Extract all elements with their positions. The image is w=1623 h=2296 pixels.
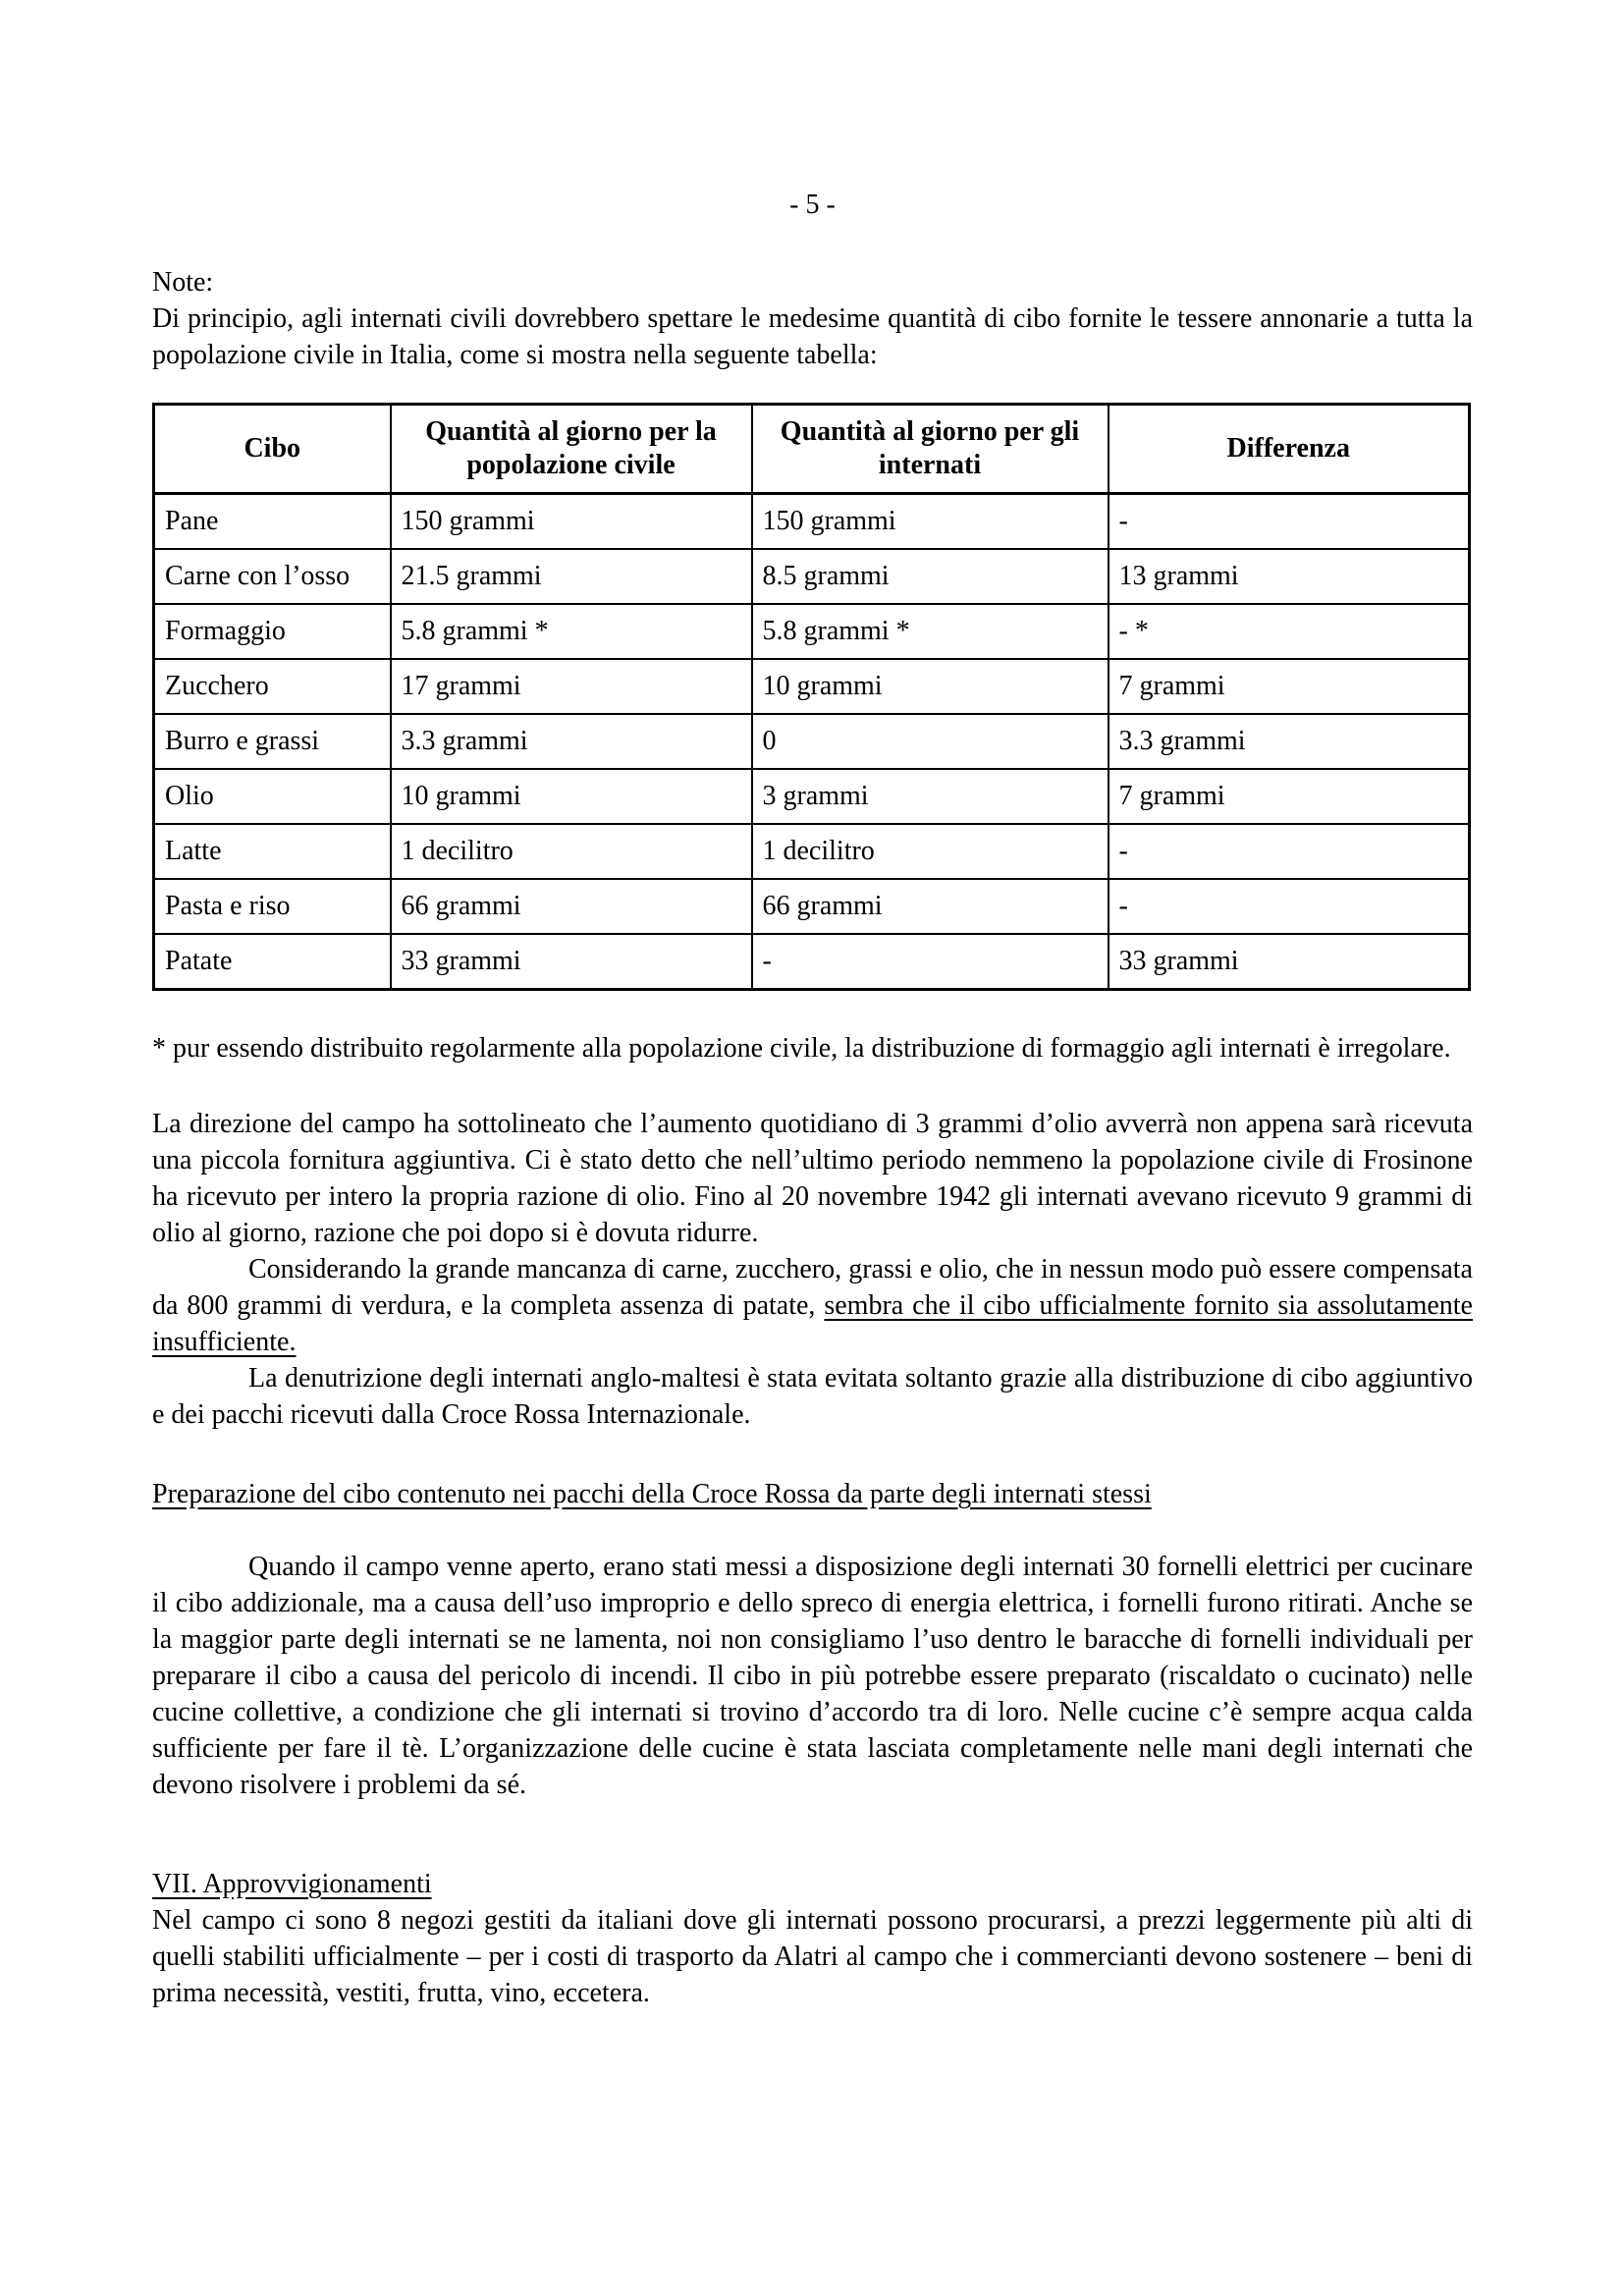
ration-table (152, 403, 1471, 991)
intro-paragraph: Di principio, agli internati civili dovrebbero spettare le medesime quantità di cibo fornite le tessere annonarie a tutta la popolazione civile in Italia, come si mostra nella seguente tabella: (152, 303, 1473, 370)
table-cell: Formaggio (154, 604, 391, 659)
paragraph-preparazione-body: Quando il campo venne aperto, erano stati messi a disposizione degli internati 30 fornelli elettrici per cucinare il cibo addizionale, ma a causa dell’uso improprio e dello spreco di energia elettrica, i fornelli furono ritirati. Anche se la maggior parte degli internati se ne lamenta, noi non consigliamo l’uso dentro le baracche di fornelli individuali per preparare il cibo a causa del pericolo di incendi. Il cibo in più potrebbe essere preparato (riscaldato o cucinato) nelle cucine collettive, a condizione che gli internati si trovino d’accordo tra di loro. Nelle cucine c’è sempre acqua calda sufficiente per fare il tè. L’organizzazione delle cucine è stata lasciata completamente nelle mani degli internati che devono risolvere i problemi da sé. (152, 1552, 1473, 1800)
table-cell: 66 grammi (752, 879, 1109, 934)
table-cell: Zucchero (154, 659, 391, 714)
table-cell: 1 decilitro (391, 824, 752, 879)
table-cell: 0 (752, 714, 1109, 769)
table-footnote: * pur essendo distribuito regolarmente alla popolazione civile, la distribuzione di formaggio agli internati è irregolare. (152, 1033, 1451, 1064)
table-cell: Carne con l’osso (154, 549, 391, 604)
table-row-latte (154, 824, 1470, 879)
section-heading-preparazione (152, 1476, 1473, 1512)
table-cell: 3 grammi (752, 769, 1109, 824)
table-row-olio (154, 769, 1470, 824)
table-cell: Pane (154, 494, 391, 550)
considerando-text: Considerando la grande mancanza di carne, zucchero, grassi e olio, che in nessun modo può essere compensata da 800 grammi di verdura, e la completa assenza di patate, (152, 1254, 1473, 1321)
table-cell: Olio (154, 769, 391, 824)
header-cibo: Cibo (154, 405, 391, 494)
table-cell: 33 grammi (1109, 934, 1470, 990)
table-cell: - (1109, 824, 1470, 879)
paragraph-direzione: La direzione del campo ha sottolineato che l’aumento quotidiano di 3 grammi d’olio avverrà non appena sarà ricevuta una piccola fornitura aggiuntiva. Ci è stato detto che nell’ultimo periodo nemmeno la popolazione civile di Frosinone ha ricevuto per intero la propria razione di olio. Fino al 20 novembre 1942 gli internati avevano ricevuto 9 grammi di olio al giorno, razione che poi dopo si è dovuta ridurre. (152, 1109, 1473, 1248)
table-cell: 33 grammi (391, 934, 752, 990)
considerando-underlined-text: sembra che il cibo ufficialmente fornito sia assolutamente insufficiente. (152, 1290, 1473, 1357)
table-cell: 1 decilitro (752, 824, 1109, 879)
header-quantita-popolazione: Quantità al giorno per la popolazione civile (391, 405, 752, 494)
table-cell: 17 grammi (391, 659, 752, 714)
table-row-zucchero (154, 659, 1470, 714)
table-cell: Burro e grassi (154, 714, 391, 769)
table-cell: Patate (154, 934, 391, 990)
table-row-carne (154, 549, 1470, 604)
table-cell: 8.5 grammi (752, 549, 1109, 604)
paragraph-denutrizione: La denutrizione degli internati anglo-maltesi è stata evitata soltanto grazie alla distribuzione di cibo aggiuntivo e dei pacchi ricevuti dalla Croce Rossa Internazionale. (152, 1363, 1473, 1430)
table-row-pane (154, 494, 1470, 550)
table-cell: 150 grammi (752, 494, 1109, 550)
table-cell: 3.3 grammi (1109, 714, 1470, 769)
table-cell: Latte (154, 824, 391, 879)
table-cell: 10 grammi (752, 659, 1109, 714)
table-cell: - * (1109, 604, 1470, 659)
table-cell: 7 grammi (1109, 769, 1470, 824)
table-header-row (154, 405, 1470, 494)
page-content (152, 187, 1473, 2011)
table-cell: 21.5 grammi (391, 549, 752, 604)
table-row-patate (154, 934, 1470, 990)
table-cell: 5.8 grammi * (752, 604, 1109, 659)
section-heading-approvvigionamenti (152, 1866, 1473, 1902)
table-row-formaggio (154, 604, 1470, 659)
paragraph-approvvigionamenti-body: Nel campo ci sono 8 negozi gestiti da italiani dove gli internati possono procurarsi, a prezzi leggermente più alti di quelli stabiliti ufficialmente – per i costi di trasporto da Alatri al campo che i commercianti devono sostenere – beni di prima necessità, vestiti, frutta, vino, eccetera. (152, 1905, 1473, 2008)
table-cell: 150 grammi (391, 494, 752, 550)
heading-preparazione-text: Preparazione del cibo contenuto nei pacchi della Croce Rossa da parte degli internati stessi (152, 1479, 1152, 1509)
page-number: - 5 - (789, 190, 836, 220)
table-cell: - (1109, 879, 1470, 934)
table-cell: - (752, 934, 1109, 990)
heading-approvvigionamenti-text: VII. Approvvigionamenti (152, 1869, 432, 1899)
table-cell: 5.8 grammi * (391, 604, 752, 659)
table-cell: Pasta e riso (154, 879, 391, 934)
header-quantita-internati: Quantità al giorno per gli internati (752, 405, 1109, 494)
paragraph-considerando (152, 1251, 1473, 1360)
table-cell: - (1109, 494, 1470, 550)
table-cell: 10 grammi (391, 769, 752, 824)
table-cell: 7 grammi (1109, 659, 1470, 714)
note-label: Note: (152, 267, 214, 298)
table-cell: 3.3 grammi (391, 714, 752, 769)
table-cell: 13 grammi (1109, 549, 1470, 604)
header-differenza: Differenza (1109, 405, 1470, 494)
table-row-pasta (154, 879, 1470, 934)
table-row-burro (154, 714, 1470, 769)
table-cell: 66 grammi (391, 879, 752, 934)
